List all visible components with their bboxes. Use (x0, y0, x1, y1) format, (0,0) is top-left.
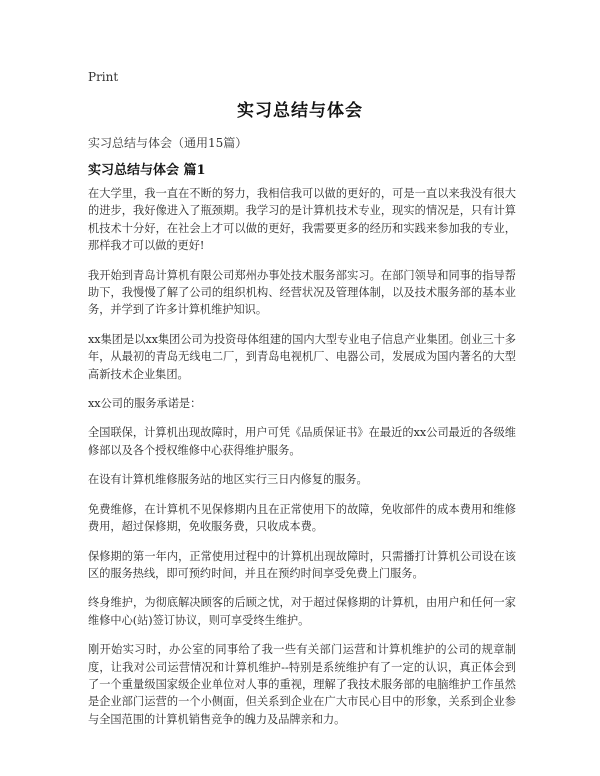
body-text (88, 185, 516, 740)
page-title: 实习总结与体会 (237, 101, 363, 121)
paragraph: 我开始到青岛计算机有限公司郑州办事处技术服务部实习。在部门领导和同事的指导帮助下，我慢慢了解了公司的组织机构、经营状况及管理体制，以及技术服务部的基本业务，并学到了许多计算机维护知识。 (88, 268, 516, 317)
paragraph: 终身维护，为彻底解决顾客的后顾之忧，对于超过保修期的计算机，由用户和任何一家维修中心(站)签订协议，则可享受终生维护。 (88, 596, 516, 627)
paragraph: 刚开始实习时，办公室的同事给了我一些有关部门运营和计算机维护的公司的规章制度，让我对公司运营情况和计算机维护--特别是系统维护有了一定的认识，真正体会到了一个重量级国家级企业单位对人事的重视，理解了我技术服务部的电脑维护工作虽然是企业部门运营的一个小侧面，但关系到企业在广大市民心目中的形象，关系到企业参与全国范围的计算机销售竞争的魄力及品牌亲和力。 (88, 643, 516, 726)
print-label[interactable]: Print (88, 70, 119, 84)
paragraph: 全国联保，计算机出现故障时，用户可凭《品质保证书》在最近的xx公司最近的各级维修部以及各个授权维修中心获得维护服务。 (88, 426, 516, 457)
paragraph: xx公司的服务承诺是： (88, 397, 202, 411)
section-heading: 实习总结与体会 篇1 (88, 163, 206, 178)
paragraph: 在大学里，我一直在不断的努力，我相信我可以做的更好的，可是一直以来我没有很大的进步，我好像进入了瓶颈期。我学习的是计算机技术专业，现实的情况是，只有计算机技术十分好，在社会上才可以做的更好，我需要更多的经历和实践来参加我的专业，那样我才可以做的更好! (88, 187, 516, 253)
paragraph: 在设有计算机维修服务站的地区实行三日内修复的服务。 (88, 473, 368, 487)
paragraph: 保修期的第一年内，正常使用过程中的计算机出现故障时，只需播打计算机公司设在该区的服务热线，即可预约时间，并且在预约时间享受免费上门服务。 (88, 549, 516, 580)
paragraph: 免费维修，在计算机不见保修期内且在正常使用下的故障，免收部件的成本费用和维修费用，超过保修期，免收服务费，只收成本费。 (88, 502, 516, 534)
paragraph: xx集团是以xx集团公司为投资母体组建的国内大型专业电子信息产业集团。创业三十多年，从最初的青岛无线电二厂，到青岛电视机厂、电器公司，发展成为国内著名的大型高新技术企业集团。 (88, 332, 516, 381)
document-subtitle: 实习总结与体会（通用15篇） (88, 136, 248, 150)
